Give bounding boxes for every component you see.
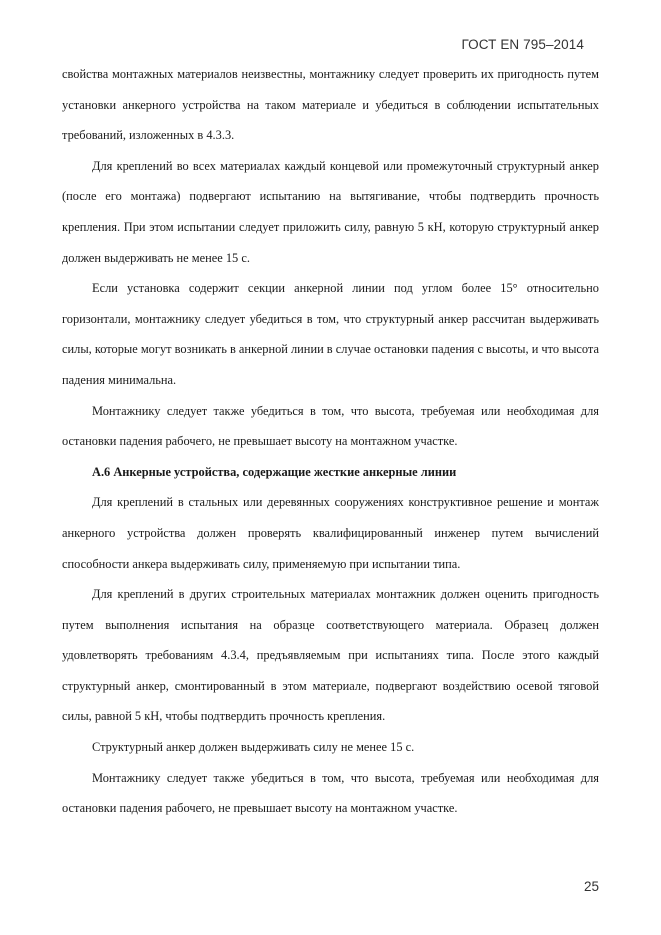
paragraph-steel-wood-structures: Для креплений в стальных или деревянных сооружениях конструктивное решение и монтаж анкерного устройства должен проверять квалифицированный инженер путем вычислений способности анкера выдерживать силу, применяемую при испытании типа. <box>62 495 599 571</box>
page-body <box>62 59 599 824</box>
section-heading-a6: А.6 Анкерные устройства, содержащие жесткие анкерные линии <box>92 464 457 479</box>
page-number: 25 <box>583 879 599 894</box>
paragraph-continuation: свойства монтажных материалов неизвестны, монтажнику следует проверить их пригодность путем установки анкерного устройства на таком материале и убедиться в соблюдении испытательных требований, изложенных в 4.3.3. <box>62 67 599 143</box>
paragraph-fall-height-repeat: Монтажнику следует также убедиться в том, что высота, требуемая или необходимая для остановки падения рабочего, не превышает высоту на монтажном участке. <box>62 770 599 816</box>
paragraph-anchor-hold-time: Структурный анкер должен выдерживать силу не менее 15 с. <box>92 740 415 755</box>
paragraph-pull-test: Для креплений во всех материалах каждый концевой или промежуточный структурный анкер (после его монтажа) подвергают испытанию на вытягивание, чтобы подтвердить прочность крепления. При этом испытании следует приложить силу, равную 5 кН, которую структурный анкер должен выдерживать не менее 15 с. <box>62 158 599 265</box>
paragraph-fall-height: Монтажнику следует также убедиться в том, что высота, требуемая или необходимая для остановки падения рабочего, не превышает высоту на монтажном участке. <box>62 403 599 449</box>
paragraph-anchor-line-angle: Если установка содержит секции анкерной линии под углом более 15° относительно горизонтали, монтажнику следует убедиться в том, что структурный анкер рассчитан выдерживать силы, которые могут возникать в анкерной линии в случае остановки падения с высоты, и что высота падения минимальна. <box>62 281 599 387</box>
paragraph-other-materials: Для креплений в других строительных материалах монтажник должен оценить пригодность путем выполнения испытания на образце соответствующего материала. Образец должен удовлетворять требованиям 4.3.4, предъявляемым при испытаниях типа. После этого каждый структурный анкер, смонтированный в этом материале, подвергают воздействию осевой тяговой силы, равной 5 кН, чтобы подтвердить прочность крепления. <box>62 587 599 724</box>
standard-header: ГОСТ EN 795–2014 <box>461 37 584 52</box>
